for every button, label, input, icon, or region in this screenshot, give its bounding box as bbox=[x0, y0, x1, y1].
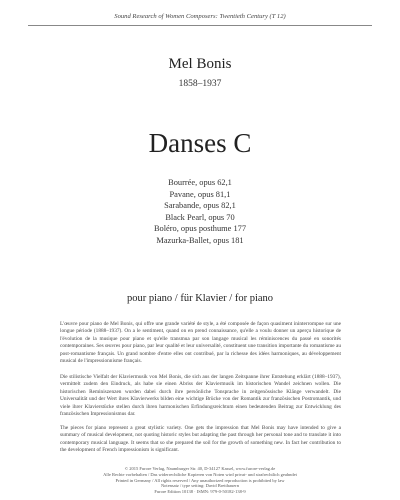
footer-line: Printed in Germany / All rights reserved / Any unauthorized reproduction is prohibited by law bbox=[115, 477, 285, 483]
piece-list bbox=[0, 177, 400, 247]
footer-line: Furore Edition 10138 · ISMN: 979-0-50182-138-9 bbox=[154, 489, 246, 495]
publisher-footer bbox=[0, 466, 400, 495]
footer-line: Notensatz / type setting: David Bretthauern bbox=[160, 483, 240, 489]
work-title: Danses C bbox=[148, 128, 252, 158]
piece-item: Sarabande, opus 82,1 bbox=[164, 201, 236, 211]
instrumentation: pour piano / für Klavier / for piano bbox=[126, 293, 274, 304]
composer-years: 1858–1937 bbox=[178, 79, 222, 89]
header-divider bbox=[28, 25, 372, 26]
footer-line: Alle Rechte vorbehalten / Das widerrechtliche Kopieren von Noten wird privat- und strafrechtlich geahndet bbox=[103, 471, 297, 477]
piece-item: Pavane, opus 81,1 bbox=[169, 189, 231, 199]
piece-item: Boléro, opus posthume 177 bbox=[153, 224, 247, 234]
composer-name: Mel Bonis bbox=[168, 56, 232, 72]
piece-item: Bourrée, opus 62,1 bbox=[168, 178, 232, 187]
description-german: Die stilistische Vielfalt der Klaviermusik von Mel Bonis, die sich aus der langen Zeitspanne ihrer Entstehung erklärt (1888–1937), vermittelt zudem den Eindruck, als habe sie einen Abriss der Klaviermusik im historischen Wandel zeichnen wollen. Die historischen Reminiszenzen wurden dabei durch ihre persönliche Tonsprache in zeitgenössische Klänge verwandelt. Die Universalität und der Wert ihres Klavierwerks bilden eine wichtige Brücke von der Romantik zur französischen Postromantik, und viele ihrer Klavierstücke stellen durch ihren harmonischen Erfindungsreichtum einen bedeutenden Beitrag zur Entwicklung des französischen Impressionismus dar. bbox=[60, 374, 341, 418]
description-english: The pieces for piano represent a great stylistic variety. One gets the impression that Mel Bonis may have intended to give a summary of musical development, not quoting historic styles but adapting the past through her personal tone and to translate it into contemporary musical language. It seems that so she prepared the soil for the growth of something new. In fact her contribution to the development of French impressionism is significant. bbox=[60, 425, 341, 454]
piece-item: Black Pearl, opus 70 bbox=[165, 212, 235, 222]
series-title: Sound Research of Women Composers: Twentieth Century (T 12) bbox=[114, 13, 286, 20]
description-french: L'œuvre pour piano de Mel Bonis, qui offre une grande variété de style, a été composée de façon quasiment ininterrompue sur une longue période (1888–1937). On a le sentiment, quand on en prend connaissance, qu'elle a voulu donner un aperçu historique de l'évolution de la musique pour piano et qu'elle transmua par son langage musical les réminiscences du passé en sonorités contemporaines. Ses œuvres pour piano, par leur qualité et leur universalité, constituent une transition importante du romantisme au post-romantisme français. Un grand nombre d'entre elles ont contribué, par la richesse des idées harmoniques, au développement musical de l'impressionnisme français. bbox=[60, 321, 341, 365]
footer-line: © 2015 Furore Verlag, Naumburger Str. 40, D-34127 Kassel, www.furore-verlag.de bbox=[124, 466, 276, 471]
piece-item: Mazurka-Ballet, opus 181 bbox=[156, 235, 244, 245]
